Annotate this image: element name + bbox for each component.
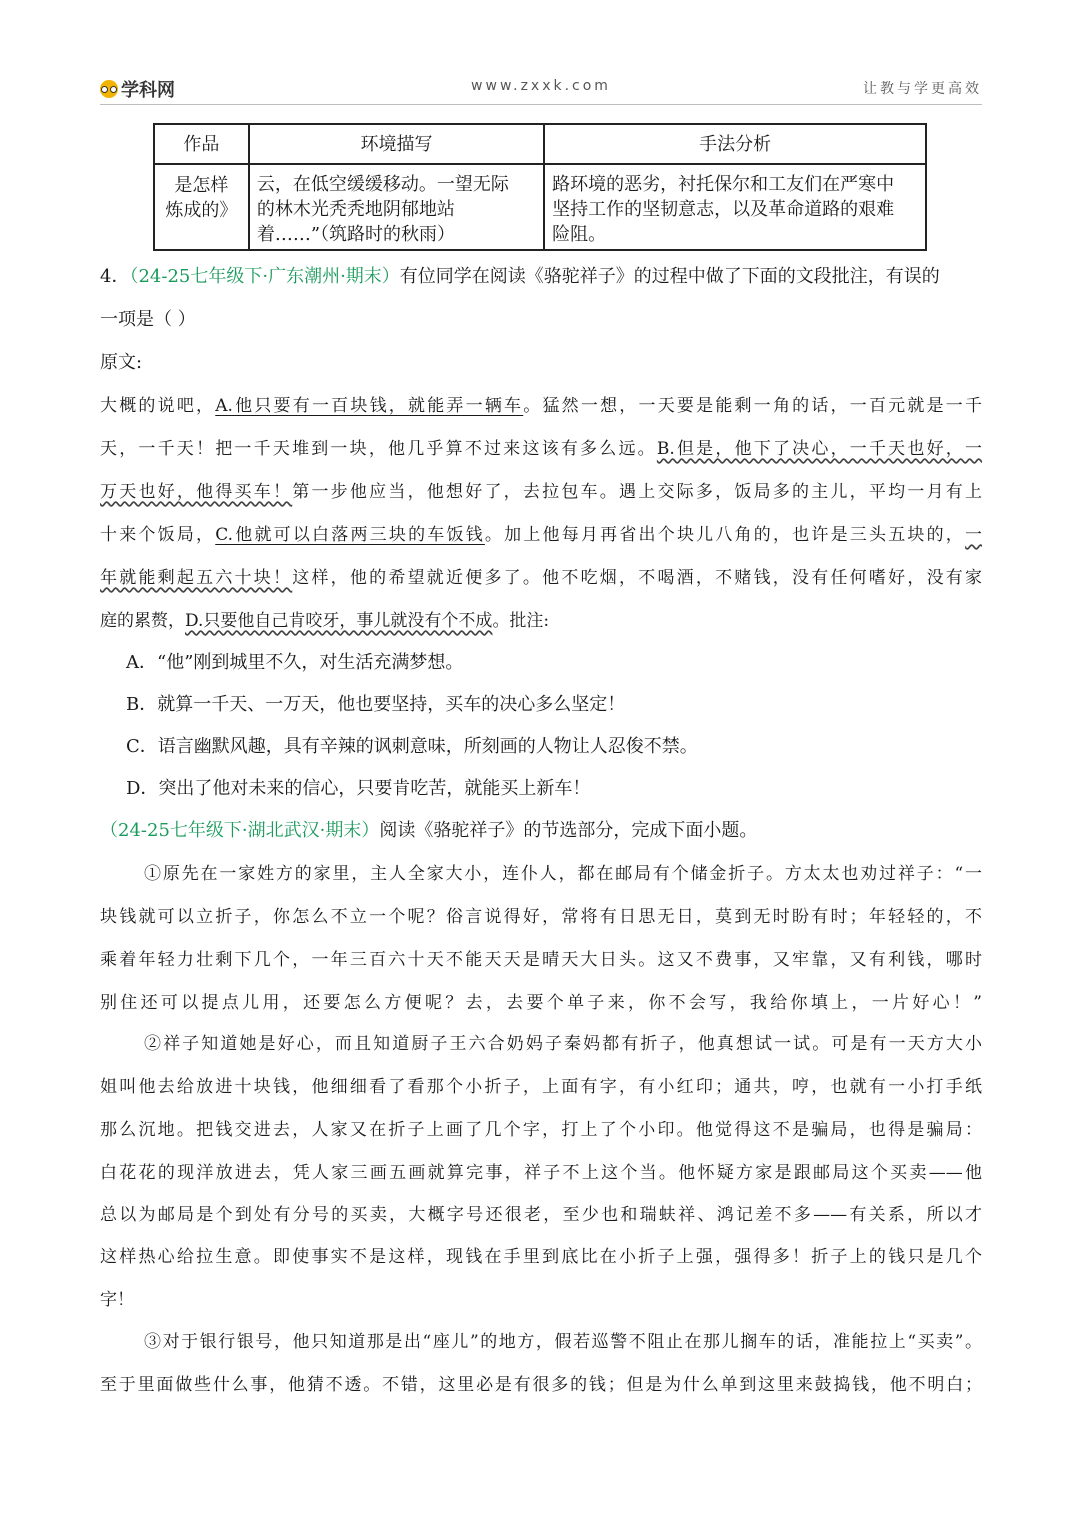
question-number: 4．	[100, 266, 130, 287]
paragraph-line: ①原先在一家姓方的家里，主人全家大小，连仆人，都在邮局有个储金折子。方太太也劝过祥子：“一	[144, 864, 982, 884]
slogan: 让教与学更高效	[863, 81, 982, 97]
header-description: 环境描写	[249, 124, 544, 164]
paragraph-line: ②祥子知道她是好心，而且知道厨子王六合奶妈子秦妈都有折子，他真想试一试。可是有一天方大小	[144, 1034, 982, 1054]
paragraph-line: 字！	[100, 1290, 134, 1310]
header-analysis: 手法分析	[544, 124, 926, 164]
cell-analysis: 路环境的恶劣，衬托保尔和工友们在严寒中 坚持工作的坚韧意志，以及革命道路的艰难 险阻。	[544, 164, 926, 250]
question-4-stem-2: 一项是（ ）	[100, 309, 196, 330]
logo-text: 学科网	[121, 80, 175, 101]
paragraph-line: 块钱就可以立折子，你怎么不立一个呢？俗言说得好，常将有日思无日，莫到无时盼有时；年轻轻的，不	[100, 907, 982, 927]
annotation-b-cont: 万天也好，他得买车！	[100, 482, 293, 502]
passage-line: 年就能剩起五六十块！这样，他的希望就近便多了。他不吃烟，不喝酒，不赌钱，没有任何嗜好，没有家	[100, 568, 983, 588]
paragraph-line: 总以为邮局是个到处有分号的买卖，大概字号还很老，至少也和瑞蚨祥、鸿记差不多——有关系，所以才	[100, 1205, 982, 1225]
passage-line: 万天也好，他得买车！第一步他应当，他想好了，去拉包车。遇上交际多，饭局多的主儿，平均一月有上	[100, 482, 983, 502]
passage-line: 天，一千天！把一千天堆到一块，他几乎算不过来这该有多么远。B.但是，他下了决心，一千天也好，一	[100, 439, 982, 459]
cell-work: 是怎样 炼成的》	[154, 164, 249, 250]
paragraph-line: 别住还可以提点儿用，还要怎么方便呢？去，去要个单子来，你不会写，我给你填上，一片好心！”	[100, 993, 982, 1013]
paragraph-line: 这样热心给拉生意。即使事实不是这样，现钱在手里到底比在小折子上强，强得多！折子上的钱只是几个	[100, 1247, 982, 1267]
option-b: B．就算一千天、一万天，他也要坚持，买车的决心多么坚定！	[126, 694, 626, 715]
yuanwen-label: 原文:	[100, 352, 143, 373]
question-4-stem: 4．（24-25七年级下·广东潮州·期末）有位同学在阅读《骆驼祥子》的过程中做了下面的文段批注，有误的	[100, 266, 940, 287]
passage-line: 大概的说吧，A.他只要有一百块钱，就能弄一辆车。猛然一想，一天要是能剩一角的话，一百元就是一千	[100, 396, 983, 416]
option-c: C．语言幽默风趣，具有辛辣的讽刺意味，所刻画的人物让人忍俊不禁。	[126, 736, 698, 757]
paragraph-line: 白花花的现洋放进去，凭人家三画五画就算完事，祥子不上这个当。他怀疑方家是跟邮局这个买卖——他	[100, 1163, 982, 1183]
paragraph-line: ③对于银行银号，他只知道那是出“座儿”的地方，假若巡警不阻止在那儿搁车的话，准能拉上“买卖”。	[144, 1332, 982, 1352]
paragraph-line: 至于里面做些什么事，他猜不透。不错，这里必是有很多的钱；但是为什么单到这里来鼓捣钱，他不明白；	[100, 1375, 982, 1395]
option-d: D．突出了他对未来的信心，只要肯吃苦，就能买上新车！	[126, 778, 591, 799]
header-work: 作品	[154, 124, 249, 164]
cell-description: 云，在低空缓缓移动。一望无际 的林木光秃秃地阴郁地站 着……”（筑路时的秋雨）	[249, 164, 544, 250]
annotation-d: D.只要他自己肯咬牙，事儿就没有个不成	[185, 611, 493, 631]
site-url: www.zxxk.com	[471, 78, 611, 94]
question-source: （24-25七年级下·广东潮州·期末）	[129, 266, 400, 287]
reading-intro: （24-25七年级下·湖北武汉·期末）阅读《骆驼祥子》的节选部分，完成下面小题。	[100, 820, 758, 841]
table-header-row	[154, 124, 926, 164]
passage-line: 十来个饭局，C.他就可以白落两三块的车饭钱。加上他每月再省出个块儿八角的，也许是三头五块的，一	[100, 525, 983, 545]
annotation-c: C.他就可以白落两三块的车饭钱	[215, 525, 485, 545]
paragraph-line: 姐叫他去给放进十块钱，他细细看了看那个小折子，上面有字，有小红印；通共，哼，也就有一小打手纸	[100, 1077, 982, 1097]
passage-line: 庭的累赘，D.只要他自己肯咬牙，事儿就没有个不成。批注:	[100, 611, 550, 631]
works-table	[153, 123, 927, 251]
reading-source: （24-25七年级下·湖北武汉·期末）	[100, 820, 380, 841]
annotation-b: B.但是，他下了决心，一千天也好，一	[656, 439, 982, 459]
option-a: A．“他”刚到城里不久，对生活充满梦想。	[126, 652, 464, 673]
paragraph-line: 乘着年轻力壮剩下几个，一年三百六十天不能天天是晴天大日头。这又不费事，又牢靠，又有利钱，哪时	[100, 950, 982, 970]
paragraph-line: 那么沉地。把钱交进去，人家又在折子上画了几个字，打上了个小印。他觉得这不是骗局，也得是骗局：	[100, 1120, 982, 1140]
annotation-c-cont: 年就能剩起五六十块！	[100, 568, 293, 588]
table-row	[154, 164, 926, 250]
annotation-a: A.他只要有一百块钱，就能弄一辆车	[215, 396, 524, 416]
page-header	[100, 74, 982, 105]
